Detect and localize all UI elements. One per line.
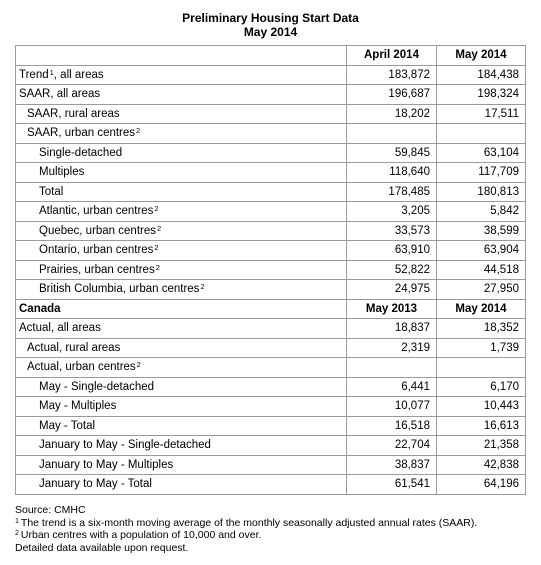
row-label-text: Trend (19, 68, 49, 81)
row-label-text: Atlantic, urban centres (39, 205, 154, 218)
value-cell: 22,704 (347, 436, 437, 456)
row-label-text: Actual, urban centres (27, 361, 136, 374)
value-cell: 183,872 (347, 65, 437, 85)
value-cell (437, 358, 526, 378)
footnote-2-text: Urban centres with a population of 10,000 and over. (20, 529, 262, 541)
row-label-suffix: , all areas (53, 68, 104, 81)
footnote-1-text: The trend is a six-month moving average of the monthly seasonally adjusted annual rates (SAAR). (20, 516, 478, 529)
footnote-1 (15, 517, 530, 530)
value-cell: 16,613 (437, 416, 526, 436)
source-note: Source: CMHC (15, 504, 86, 516)
value-cell: 21,358 (437, 436, 526, 456)
row-label (16, 319, 347, 339)
value-cell: 2,319 (347, 338, 437, 358)
value-cell: 10,077 (347, 397, 437, 417)
row-label (16, 124, 347, 144)
row-label-text: May - Multiples (39, 400, 117, 413)
row-label-text: Multiples (39, 166, 85, 179)
value-cell: 33,573 (347, 221, 437, 241)
row-label (16, 143, 347, 163)
value-cell: 184,438 (437, 65, 526, 85)
value-cell: 63,904 (437, 241, 526, 261)
column-header: May 2013 (347, 299, 437, 319)
value-cell: 117,709 (437, 163, 526, 183)
row-label (16, 397, 347, 417)
table-row (16, 163, 526, 183)
value-cell: 27,950 (437, 280, 526, 300)
row-label (16, 163, 347, 183)
footnotes (15, 504, 530, 554)
value-cell: 118,640 (347, 163, 437, 183)
header-label: Canada (16, 299, 347, 319)
row-label-text: British Columbia, urban centres (39, 283, 200, 296)
row-label-text: January to May - Single-detached (39, 439, 211, 452)
column-header: April 2014 (347, 46, 437, 66)
value-cell: 44,518 (437, 260, 526, 280)
row-label-text: Total (39, 185, 64, 198)
value-cell: 10,443 (437, 397, 526, 417)
table-row (16, 338, 526, 358)
row-label-text: Ontario, urban centres (39, 244, 154, 257)
value-cell: 178,485 (347, 182, 437, 202)
row-label-text: SAAR, all areas (19, 88, 101, 101)
report-period: May 2014 (243, 25, 298, 39)
value-cell: 1,739 (437, 338, 526, 358)
row-label (16, 65, 347, 85)
detail-note: Detailed data available upon request. (15, 541, 189, 554)
footnote-mark: 2 (155, 262, 160, 272)
value-cell: 38,599 (437, 221, 526, 241)
value-cell: 59,845 (347, 143, 437, 163)
table-row (16, 65, 526, 85)
table-row (16, 416, 526, 436)
header-label (16, 46, 347, 66)
footnote-2 (15, 529, 530, 542)
value-cell: 196,687 (347, 85, 437, 105)
header-row (16, 46, 526, 66)
table-body (16, 46, 526, 495)
footnote-mark: 2 (154, 243, 159, 253)
table-row (16, 124, 526, 144)
footnote-mark: 2 (157, 223, 162, 233)
value-cell: 16,518 (347, 416, 437, 436)
value-cell (347, 124, 437, 144)
table-row (16, 221, 526, 241)
table-row (16, 104, 526, 124)
row-label-text: SAAR, rural areas (27, 107, 120, 120)
value-cell: 38,837 (347, 455, 437, 475)
row-label-text: January to May - Total (39, 478, 152, 491)
table-row (16, 475, 526, 495)
header-row (16, 299, 526, 319)
value-cell: 180,813 (437, 182, 526, 202)
row-label-text: Single-detached (39, 146, 123, 159)
row-label (16, 104, 347, 124)
value-cell (437, 124, 526, 144)
value-cell: 6,441 (347, 377, 437, 397)
footnote-mark: 2 (154, 204, 159, 214)
table-row (16, 319, 526, 339)
value-cell: 17,511 (437, 104, 526, 124)
row-label (16, 416, 347, 436)
row-label-text: May - Total (39, 419, 96, 432)
row-label (16, 260, 347, 280)
footnote-mark: 2 (200, 282, 205, 292)
footnote-mark: 2 (136, 360, 141, 370)
table-row (16, 85, 526, 105)
value-cell: 18,837 (347, 319, 437, 339)
footnote-mark: 2 (136, 126, 141, 136)
row-label-text: Actual, rural areas (27, 341, 121, 354)
report-title: Preliminary Housing Start Data (182, 11, 359, 25)
row-label (16, 338, 347, 358)
table-row (16, 260, 526, 280)
row-label (16, 455, 347, 475)
row-label-text: Actual, all areas (19, 322, 101, 335)
value-cell: 42,838 (437, 455, 526, 475)
row-label-text: Quebec, urban centres (39, 224, 156, 237)
value-cell: 18,352 (437, 319, 526, 339)
table-row (16, 397, 526, 417)
housing-starts-table (15, 45, 526, 495)
row-label-text: January to May - Multiples (39, 458, 174, 471)
row-label-text: May - Single-detached (39, 380, 155, 393)
value-cell: 24,975 (347, 280, 437, 300)
table-row (16, 436, 526, 456)
table-row (16, 202, 526, 222)
table-row (16, 241, 526, 261)
value-cell: 52,822 (347, 260, 437, 280)
row-label (16, 436, 347, 456)
table-row (16, 143, 526, 163)
row-label (16, 377, 347, 397)
row-label (16, 202, 347, 222)
value-cell: 198,324 (437, 85, 526, 105)
table-row (16, 455, 526, 475)
row-label-text: SAAR, urban centres (27, 127, 136, 140)
table-row (16, 280, 526, 300)
row-label (16, 221, 347, 241)
value-cell: 5,842 (437, 202, 526, 222)
row-label (16, 280, 347, 300)
row-label (16, 475, 347, 495)
value-cell: 61,541 (347, 475, 437, 495)
column-header: May 2014 (437, 299, 526, 319)
row-label (16, 182, 347, 202)
row-label (16, 85, 347, 105)
column-header: May 2014 (437, 46, 526, 66)
value-cell: 18,202 (347, 104, 437, 124)
row-label (16, 358, 347, 378)
table-row (16, 358, 526, 378)
row-label-text: Prairies, urban centres (39, 263, 155, 276)
table-row (16, 377, 526, 397)
value-cell (347, 358, 437, 378)
footnote-mark: 1 (49, 67, 54, 77)
table-row (16, 182, 526, 202)
footnote-1-mark: 1 (15, 517, 19, 525)
value-cell: 3,205 (347, 202, 437, 222)
value-cell: 64,196 (437, 475, 526, 495)
value-cell: 6,170 (437, 377, 526, 397)
footnote-2-mark: 2 (15, 530, 19, 537)
row-label (16, 241, 347, 261)
value-cell: 63,910 (347, 241, 437, 261)
value-cell: 63,104 (437, 143, 526, 163)
